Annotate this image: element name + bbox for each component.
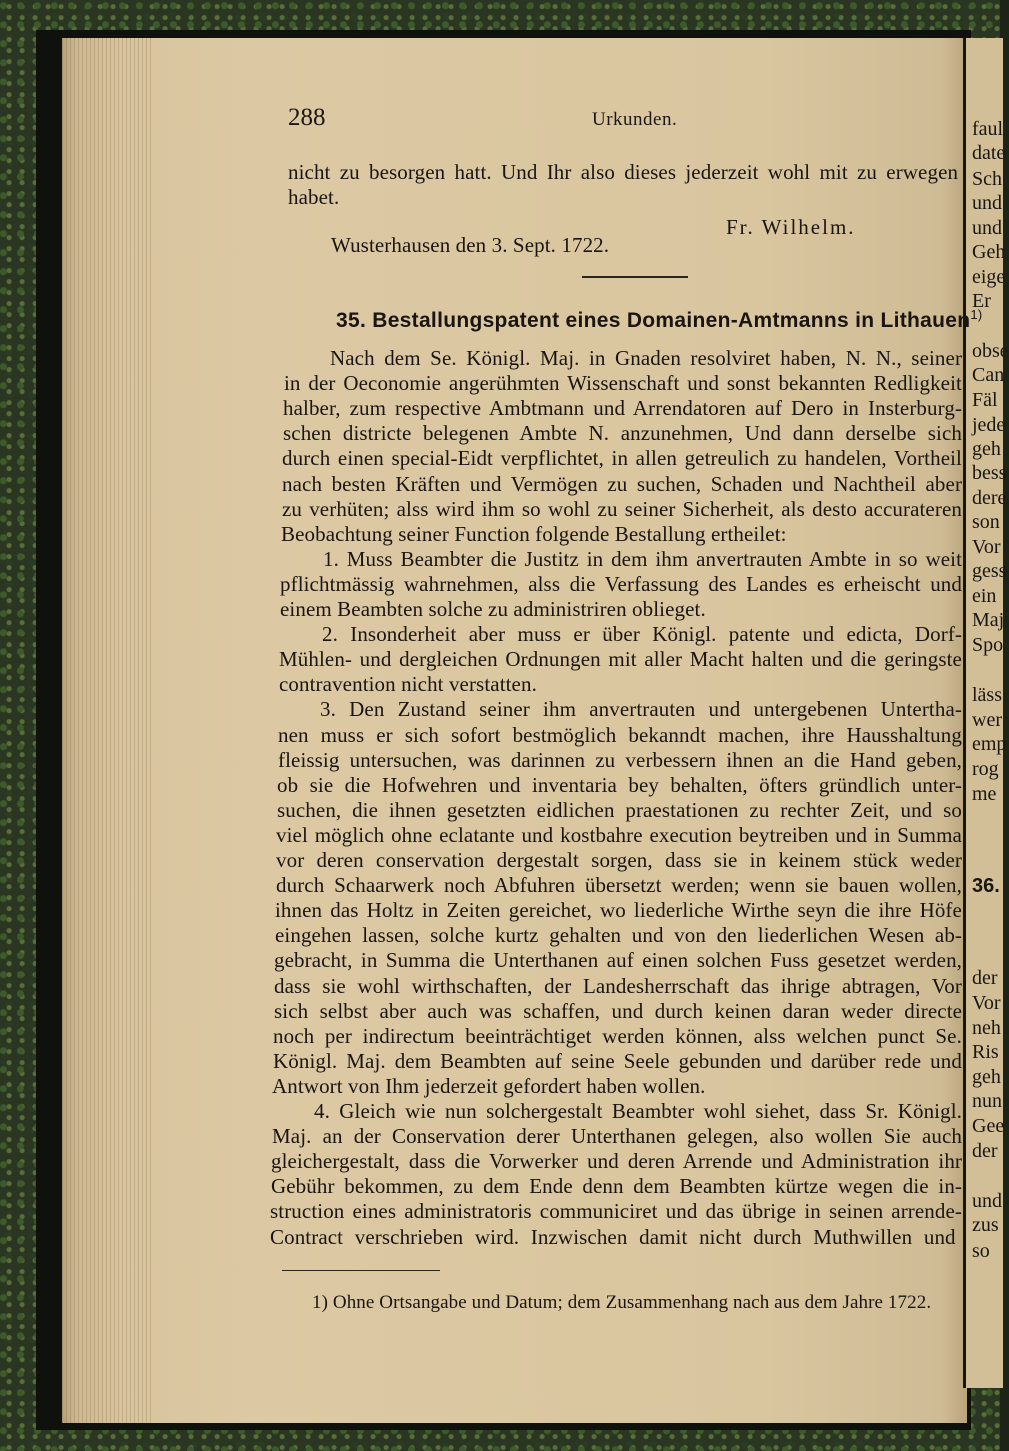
body-text-line: vor deren conservation dergestalt sorgen, dass sie in keinem stück weder [276, 848, 962, 872]
facing-page-fragment: rog [972, 758, 999, 780]
facing-page-fragment: gess [972, 560, 1007, 582]
body-text-line: pflichtmässig wahrnehmen, alss die Verfassung des Landes es erheischt und [280, 571, 962, 596]
footnote [312, 1292, 931, 1314]
running-title: Urkunden. [592, 109, 678, 130]
facing-page-fragment: me [972, 783, 997, 805]
facing-page-fragment: so [972, 1240, 990, 1262]
body-text-line: 3. Den Zustand seiner ihm anvertrauten und untergebenen Untertha- [320, 697, 962, 722]
facing-page-fragment: Sch [972, 168, 1002, 190]
facing-page-fragment: zus [972, 1214, 999, 1236]
facing-page-fragment: son [972, 511, 1000, 533]
facing-page-fragment: Gee [972, 1115, 1005, 1137]
signature: Fr. Wilhelm. [726, 215, 856, 239]
page-number: 288 [288, 104, 326, 131]
facing-page-fragment: ein [972, 585, 997, 607]
body-text-line: Nach dem Se. Königl. Maj. in Gnaden resolviret haben, N. N., seiner [330, 346, 963, 370]
facing-page-fragment: der [972, 1140, 998, 1162]
body-text-line: Königl. Maj. dem Beambten auf seine Seele gebunden und darüber rede und [273, 1048, 962, 1073]
section-divider [582, 276, 688, 278]
facing-page-fragment: und [972, 1190, 1002, 1212]
body-text-line: Maj. an der Conservation derer Unterthanen gelegen, also wollen Sie auch [272, 1124, 963, 1149]
facing-page-fragment: Spo [972, 634, 1004, 656]
facing-page-fragment: der [972, 967, 998, 989]
body-text-line: nach besten Kräften und Vermögen zu suchen, Schaden und Nachtheil aber [282, 471, 963, 496]
body-text-line: ob sie die Hofwehren und inventaria bey behalten, öfters gründlich unter- [277, 772, 963, 797]
body-text-line: 1. Muss Beambter die Justitz in dem ihm anvertrauten Ambte in so weit [323, 546, 963, 571]
document-number: 35. [336, 309, 367, 332]
facing-page-fragment: Fäl [972, 389, 998, 411]
facing-page-fragment: nun [972, 1090, 1002, 1112]
body-text-line: Gebühr bekommen, zu dem Ende denn dem Beambten kürtze wegen die in- [271, 1174, 963, 1199]
facing-page-fragment: Ris [972, 1041, 999, 1063]
body-text-line: Beobachtung seiner Function folgende Bestallung ertheilet: [281, 521, 787, 546]
document-title: Bestallungspatent eines Domainen-Amtmanns in Lithauen [372, 309, 971, 332]
body-text-line: Mühlen- und dergleichen Ordnungen mit aller Macht halten und die geringste [279, 647, 962, 672]
body-text-line: 4. Gleich wie nun solchergestalt Beambter wohl siehet, dass Sr. Königl. [314, 1099, 963, 1123]
footnote-reference: 1) [970, 307, 983, 322]
body-text-line: gebracht, in Summa die Unterthanen auf einen solchen Fuss gesetzet werden, [274, 948, 963, 973]
body-text-line: fleissig untersuchen, was darinnen zu verbessern ihnen an die Hand geben, [278, 747, 963, 772]
prev-text-line: nicht zu besorgen hatt. Und Ihr also dieses jederzeit wohl mit zu erwegen [288, 160, 959, 184]
body-text-line: eingehen lassen, solche kurtz gehalten und von den liederlichen Wesen ab- [275, 923, 963, 948]
facing-page [963, 38, 1009, 1388]
body-text-line: einem Beambten solche zu administriren oblieget. [280, 597, 706, 621]
body-text-line: Antwort von Ihm jederzeit gefordert haben wollen. [272, 1073, 706, 1098]
body-text-line: noch per indirectum beeinträchtiget werden können, alss welchen punct Se. [273, 1023, 962, 1048]
place-date: Wusterhausen den 3. Sept. 1722. [331, 233, 610, 257]
body-text-line: durch Schaarwerk noch Abfuhren übersetzt werden; wenn sie bauen wollen, [276, 873, 962, 898]
body-text-line: schen districte belegenen Ambte N. anzunehmen, Und dann derselbe sich [283, 421, 962, 446]
footnote-mark: 1) [312, 1292, 329, 1313]
facing-page-fragment: emp [972, 733, 1007, 755]
body-text-line: durch einen special-Eidt verpflichtet, in allen getreulich zu handelen, Vortheil [282, 446, 962, 471]
body-text-line: sich selbst aber auch was schaffen, und durch keinen daran weder directe [274, 998, 963, 1023]
facing-page-fragment: läss [972, 684, 1002, 706]
running-header [288, 104, 688, 134]
body-text-line: Contract verschrieben wird. Inzwischen damit nicht durch Muthwillen und [270, 1224, 956, 1249]
body-text-line: 2. Insonderheit aber muss er über Königl. patente und edicta, Dorf- [322, 622, 963, 647]
body-text-line: gleichergestalt, dass die Vorwerker und deren Arrende und Administration ihr [271, 1149, 963, 1174]
facing-page-fragment: geh [972, 1066, 1001, 1088]
facing-page-fragment: 36. [972, 875, 1000, 897]
body-text-line: contravention nicht verstatten. [279, 672, 537, 697]
facing-page-fragment: Vor [972, 536, 1001, 558]
facing-page-fragment: jede [972, 414, 1006, 436]
body-text-line: ihnen das Holtz in Zeiten gereichet, wo liederliche Wirthe seyn die ihre Höfe [275, 898, 962, 923]
facing-page-fragment: eige [972, 266, 1006, 288]
facing-page-fragment: dere [972, 487, 1007, 509]
facing-page-fragment: Can [972, 364, 1005, 386]
facing-page-fragment: faul [972, 118, 1004, 140]
facing-page-fragment: Vor [972, 992, 1001, 1014]
body-text-line: zu verhüten; alss wird ihm so wohl zu seiner Sicherheit, als desto accurateren [282, 496, 962, 521]
facing-page-fragment: bess [972, 462, 1007, 484]
facing-page-fragment: geh [972, 438, 1001, 460]
page-edges [62, 38, 152, 1423]
footnote-rule [282, 1270, 440, 1271]
document-heading [336, 307, 983, 333]
facing-page-fragment: und [972, 192, 1002, 214]
facing-page-fragment: Maj [972, 609, 1005, 631]
facing-page-fragment: neh [972, 1017, 1001, 1039]
facing-page-fragment: date [972, 142, 1006, 164]
facing-page-fragment: und [972, 217, 1002, 239]
body-text-line: nen muss er sich sofort bestmöglich bekanndt machen, ihre Hausshaltung [278, 722, 962, 747]
body-text-line: viel möglich ohne eclatante und kostbahre execution beytreiben und in Summa [276, 822, 962, 847]
facing-page-fragment: Geh [972, 241, 1006, 263]
body-text-line: struction eines administratoris communiciret und das übrige in seinen arrende- [270, 1199, 963, 1224]
prev-text-line: habet. [288, 185, 340, 209]
facing-page-fragment: wer [972, 709, 1002, 731]
body-text-line: in der Oeconomie angerühmten Wissenschaft und sonst bekannten Redligkeit [284, 371, 962, 396]
facing-page-fragment: obse [972, 340, 1009, 362]
body-text-line: halber, zum respective Ambtmann und Arrendatoren auf Dero in Insterburg- [283, 396, 963, 421]
footnote-text: Ohne Ortsangabe und Datum; dem Zusammenhang nach aus dem Jahre 1722. [332, 1292, 932, 1313]
facing-page-fragment: Er [972, 290, 991, 312]
body-text-line: suchen, die ihnen gesetzten eidlichen praestationen zu rechter Zeit, und so [277, 797, 962, 822]
body-text-line: dass sie wohl wirthschaften, der Landesherrschaft das ihrige abtragen, Vor [274, 973, 962, 998]
